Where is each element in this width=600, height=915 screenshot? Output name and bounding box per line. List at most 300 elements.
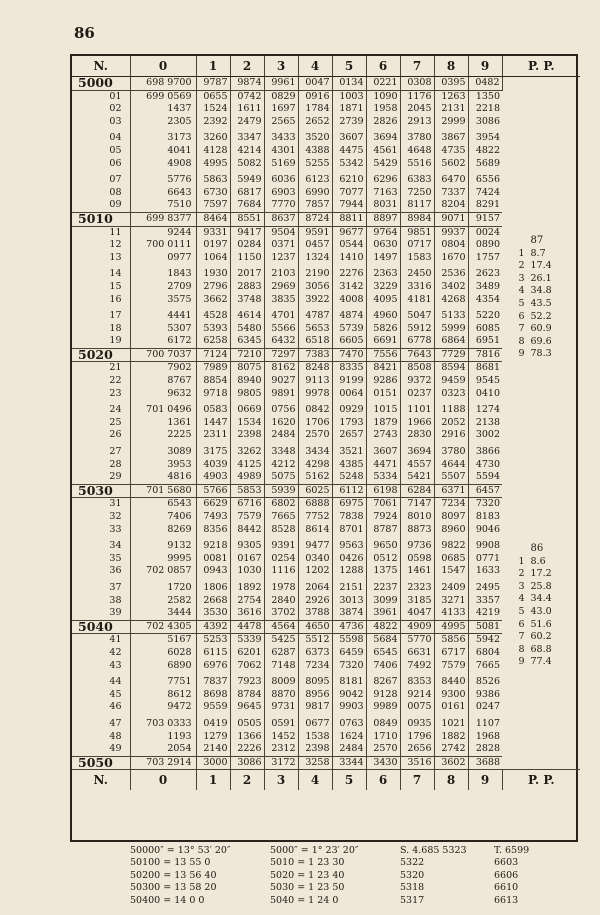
table-cell: 8984 [400,212,434,226]
pp-line [507,606,565,619]
table-cell: 3688 [468,756,502,770]
footer-row [72,770,580,791]
table-cell: 0075 [400,701,434,714]
table-cell: 6643 [130,187,196,200]
table-cell: 3229 [366,281,400,294]
table-cell: 2840 [264,595,298,608]
table-cell: 2743 [366,429,400,442]
pp-index: 9 [518,656,525,668]
pp-value: 8.7 [530,247,546,259]
table-cell: 4557 [400,459,434,472]
pp-value: 8.6 [530,555,546,567]
table-cell: 5248 [332,471,366,484]
table-cell: 3262 [230,446,264,459]
table-cell: 2311 [196,429,230,442]
table-cell: 4730 [475,458,500,470]
table-cell: 5167 [130,634,196,647]
table-cell: 9677 [332,226,366,239]
table-cell: 8508 [400,362,434,375]
table-cell: 1410 [332,252,366,265]
table-cell: 6864 [434,335,468,348]
table-cell: 3874 [332,607,366,620]
table-cell: 9632 [130,388,196,401]
table-cell: 6383 [400,174,434,187]
table-cell: 3344 [332,756,366,770]
table-cell: 5856 [434,634,468,647]
row-number: 21 [72,362,130,375]
arc-seconds-small: 5010 = 1 23 30 [270,857,345,869]
table-cell: 8528 [264,524,298,537]
table-cell: 6025 [298,484,332,498]
table-cell: 1978 [264,582,298,595]
table-cell: 6296 [366,174,400,187]
table-cell: 6890 [130,660,196,673]
table-cell: 3694 [366,132,400,145]
row-number: 26 [72,429,130,442]
table-cell: 5162 [298,471,332,484]
table-cell: 9908 [475,540,500,552]
table-cell: 1534 [230,417,264,430]
table-cell: 9286 [366,375,400,388]
table-cell: 9218 [196,540,230,553]
table-cell: 8248 [298,362,332,375]
table-cell: 702 0857 [130,565,196,578]
table-cell: 8335 [332,362,366,375]
table-cell: 4095 [366,294,400,307]
header-digit-2: 2 [230,56,264,77]
table-cell: 3835 [264,294,298,307]
table-cell: 2828 [475,743,500,755]
table-cell: 3788 [298,607,332,620]
table-cell: 3575 [130,294,196,307]
table-cell: 8698 [196,689,230,702]
table-cell: 8440 [434,676,468,689]
table-cell: 3172 [264,756,298,770]
table-cell: 9851 [400,226,434,239]
table-cell: 7148 [264,660,298,673]
table-cell: 1461 [400,565,434,578]
pp-index: 6 [518,618,525,630]
table-cell: 6730 [196,187,230,200]
table-cell: 3347 [230,132,264,145]
table-cell: 0340 [298,553,332,566]
table-cell: 9718 [196,388,230,401]
table-cell: 6373 [298,647,332,660]
header-digit-3: 3 [264,56,298,77]
table-cell: 0505 [230,718,264,731]
table-cell: 0047 [298,77,332,91]
table-cell: 0410 [475,387,500,399]
table-cell: 3953 [130,459,196,472]
row-number: 5010 [72,212,130,226]
table-cell: 8442 [230,524,264,537]
table-cell: 9787 [196,77,230,91]
table-cell: 9113 [298,375,332,388]
table-cell: 7234 [298,660,332,673]
table-cell: 4787 [298,310,332,323]
s-value: 5320 [400,869,425,881]
table-cell: 1090 [366,90,400,103]
table-cell: 7163 [366,187,400,200]
table-cell: 0742 [230,90,264,103]
table-cell: 4128 [196,145,230,158]
table-cell: 8183 [475,511,500,522]
row-number: 5020 [72,348,130,362]
table-cell: 3002 [475,429,500,441]
table-cell: 0426 [332,553,366,566]
table-cell: 3602 [434,756,468,770]
table-cell: 6817 [230,187,264,200]
table-cell: 7944 [332,199,366,212]
table-cell: 8162 [264,362,298,375]
table-cell: 3780 [434,446,468,459]
table-cell: 9995 [130,553,196,566]
table-cell: 5826 [366,323,400,336]
table-cell: 8031 [366,199,400,212]
table-cell: 6518 [298,335,332,348]
table-cell: 7924 [366,511,400,524]
table-cell: 3866 [475,446,500,458]
pp-value: 77.4 [530,656,552,668]
table-cell: 2276 [332,268,366,281]
table-cell: 9817 [298,701,332,714]
table-cell: 7406 [130,511,196,524]
table-cell: 1274 [475,404,500,416]
table-cell: 3748 [230,294,264,307]
table-cell: 9459 [434,375,468,388]
pp-line [507,644,565,657]
header-digit-9: 9 [468,56,502,77]
log-table [72,56,580,790]
table-cell: 0237 [400,388,434,401]
row-number: 47 [72,718,130,731]
table-cell: 9961 [264,77,298,91]
table-cell: 3175 [196,446,230,459]
table-cell: 4816 [130,471,196,484]
pp-head: 87 [530,235,544,246]
table-cell: 1447 [196,417,230,430]
table-cell: 699 8377 [130,212,196,226]
pp-index: 2 [518,568,525,580]
table-cell: 7077 [332,187,366,200]
table-cell: 9386 [475,688,500,700]
arc-seconds: 50200 = 13 56 40 [130,869,217,881]
table-cell: 2536 [434,268,468,281]
pp-index: 8 [518,335,525,347]
table-cell: 1871 [332,103,366,116]
pp-value: 34.4 [530,593,552,605]
pp-value: 43.0 [530,605,552,617]
table-cell: 5075 [264,471,298,484]
table-cell: 0395 [434,77,468,91]
table-cell: 1237 [264,252,298,265]
table-cell: 9132 [130,540,196,553]
table-cell: 2657 [332,429,366,442]
table-cell: 9477 [298,540,332,553]
table-cell: 4133 [434,607,468,620]
row-number: 01 [72,90,130,103]
table-cell: 9874 [230,77,264,91]
table-cell: 8612 [130,689,196,702]
proportional-parts-column [502,77,580,770]
table-cell: 7665 [264,511,298,524]
row-number: 22 [72,375,130,388]
table-cell: 3489 [475,280,500,292]
table-cell: 0371 [264,239,298,252]
table-cell: 6115 [196,647,230,660]
table-cell: 3173 [130,132,196,145]
table-cell: 4614 [230,310,264,323]
table-cell: 0591 [264,718,298,731]
row-number: 45 [72,689,130,702]
table-cell: 0457 [298,239,332,252]
table-cell: 5853 [230,484,264,498]
row-number: 42 [72,647,130,660]
table-cell: 9650 [366,540,400,553]
table-cell: 6459 [332,647,366,660]
constant-row [130,870,570,882]
table-cell: 5766 [196,484,230,498]
table-cell: 3260 [196,132,230,145]
constants-block [130,845,570,907]
table-cell: 4909 [400,620,434,634]
t-value: 6613 [494,894,519,906]
table-cell: 2830 [400,429,434,442]
table-body [72,77,580,770]
table-cell: 1263 [434,90,468,103]
table-cell: 2926 [298,595,332,608]
table-cell: 4047 [400,607,434,620]
table-cell: 6123 [298,174,332,187]
row-number: 38 [72,595,130,608]
table-cell: 5339 [230,634,264,647]
table-cell: 8614 [298,524,332,537]
table-cell: 8873 [400,524,434,537]
table-cell: 9472 [130,701,196,714]
table-cell: 2392 [196,116,230,129]
table-cell: 7062 [230,660,264,673]
table-cell: 4874 [332,310,366,323]
table-cell: 3867 [434,132,468,145]
row-number: 18 [72,323,130,336]
table-cell: 1375 [366,565,400,578]
log-table-frame [70,54,578,842]
pp-index: 4 [518,593,525,605]
table-cell: 9891 [264,388,298,401]
table-cell: 0284 [230,239,264,252]
table-cell: 7752 [298,511,332,524]
pp-line [507,285,565,298]
header-digit-3: 3 [264,770,298,791]
table-cell: 8956 [298,689,332,702]
table-cell: 8681 [475,362,500,374]
table-cell: 5334 [366,471,400,484]
row-number: 06 [72,158,130,171]
table-cell: 9042 [332,689,366,702]
table-cell: 2565 [264,116,298,129]
table-cell: 0655 [196,90,230,103]
table-cell: 700 0111 [130,239,196,252]
table-cell: 9305 [230,540,264,553]
table-cell: 4388 [298,145,332,158]
table-cell: 2495 [475,581,500,593]
table-cell: 9157 [468,212,502,226]
row-number: 33 [72,524,130,537]
table-cell: 9591 [298,226,332,239]
s-value: 5318 [400,882,425,894]
pp-value: 17.2 [530,568,552,580]
table-cell: 4301 [264,145,298,158]
table-cell: 7492 [400,660,434,673]
pp-index: 2 [518,260,525,272]
pp-value: 17.4 [530,260,552,272]
table-cell: 698 9700 [130,77,196,91]
table-cell: 1892 [230,582,264,595]
table-cell: 1843 [130,268,196,281]
table-cell: 4041 [130,145,196,158]
table-cell: 8075 [230,362,264,375]
table-cell: 0669 [230,404,264,417]
table-cell: 2064 [298,582,332,595]
table-cell: 2323 [400,582,434,595]
table-cell: 1710 [366,731,400,744]
pp-line [507,260,565,273]
table-cell: 5255 [298,158,332,171]
table-cell: 1150 [230,252,264,265]
row-number: 32 [72,511,130,524]
table-cell: 9417 [230,226,264,239]
pp-value: 78.3 [530,348,552,360]
table-cell: 1350 [475,90,500,102]
table-cell: 5912 [400,323,434,336]
table-cell: 6543 [130,498,196,511]
table-cell: 5081 [468,620,502,634]
row-number: 14 [72,268,130,281]
table-cell: 0482 [468,77,502,91]
table-cell: 0512 [366,553,400,566]
t-value: 6603 [494,857,519,869]
table-cell: 8551 [230,212,264,226]
table-cell: 1958 [366,103,400,116]
table-cell: 2913 [400,116,434,129]
row-number: 07 [72,174,130,187]
table-cell: 9128 [366,689,400,702]
constant-row [130,845,570,857]
row-number: 25 [72,417,130,430]
table-cell: 0167 [230,553,264,566]
table-cell: 1021 [434,718,468,731]
table-cell: 8353 [400,676,434,689]
row-number: 5000 [72,77,130,91]
table-cell: 7250 [400,187,434,200]
table-cell: 0134 [332,77,366,91]
table-cell: 1003 [332,90,366,103]
table-cell: 0221 [366,77,400,91]
row-number: 24 [72,404,130,417]
table-cell: 703 0333 [130,718,196,731]
row-number: 09 [72,199,130,212]
table-cell: 701 0496 [130,404,196,417]
row-number: 48 [72,731,130,744]
pp-line [507,619,565,632]
header-digit-5: 5 [332,770,366,791]
table-cell: 2570 [298,429,332,442]
table-cell: 4735 [434,145,468,158]
table-cell: 7210 [230,348,264,362]
table-cell: 3142 [332,281,366,294]
table-cell: 3662 [196,294,230,307]
header-n: N. [72,56,130,77]
table-cell: 0829 [264,90,298,103]
table-cell: 4903 [196,471,230,484]
arc-seconds: 50300 = 13 58 20 [130,882,217,894]
table-cell: 5342 [332,158,366,171]
table-cell: 3521 [332,446,366,459]
table-cell: 6903 [264,187,298,200]
table-cell: 3430 [366,756,400,770]
pp-line [507,248,565,261]
table-cell: 3434 [298,446,332,459]
table-cell: 5047 [400,310,434,323]
table-cell: 703 2914 [130,756,196,770]
table-cell: 2398 [298,743,332,756]
header-pp: P. P. [502,56,580,77]
table-cell: 0916 [298,90,332,103]
arc-seconds: 50000″ = 13° 53′ 20″ [130,845,231,856]
header-row [72,56,580,77]
table-cell: 8097 [434,511,468,524]
table-cell: 7751 [130,676,196,689]
table-cell: 4650 [298,620,332,634]
table-cell: 7989 [196,362,230,375]
table-cell: 6605 [332,335,366,348]
table-cell: 1324 [298,252,332,265]
table-cell: 2739 [332,116,366,129]
table-cell: 2969 [264,281,298,294]
header-digit-9: 9 [468,770,502,791]
table-cell: 2883 [230,281,264,294]
table-cell: 3357 [475,594,500,606]
table-cell: 2140 [196,743,230,756]
pp-value: 34.8 [530,285,552,297]
table-cell: 5770 [400,634,434,647]
table-cell: 9300 [434,689,468,702]
table-cell: 2999 [434,116,468,129]
table-cell: 3444 [130,607,196,620]
table-cell: 5421 [400,471,434,484]
table-cell: 0308 [400,77,434,91]
table-cell: 0024 [475,226,500,238]
arc-seconds-small: 5020 = 1 23 40 [270,869,345,881]
table-cell: 4822 [475,144,500,156]
table-cell: 701 5680 [130,484,196,498]
table-cell: 8701 [332,524,366,537]
table-cell: 8767 [130,375,196,388]
table-cell: 9027 [264,375,298,388]
table-cell: 3348 [264,446,298,459]
table-cell: 8854 [196,375,230,388]
row-number: 03 [72,116,130,129]
pp-line [507,323,565,336]
row-number: 44 [72,676,130,689]
pp-line [507,556,565,569]
table-cell: 8594 [434,362,468,375]
table-cell: 3086 [230,756,264,770]
table-cell: 7424 [475,186,500,198]
table-cell: 6112 [332,484,366,498]
pp-value: 60.2 [530,631,552,643]
table-cell: 8724 [298,212,332,226]
